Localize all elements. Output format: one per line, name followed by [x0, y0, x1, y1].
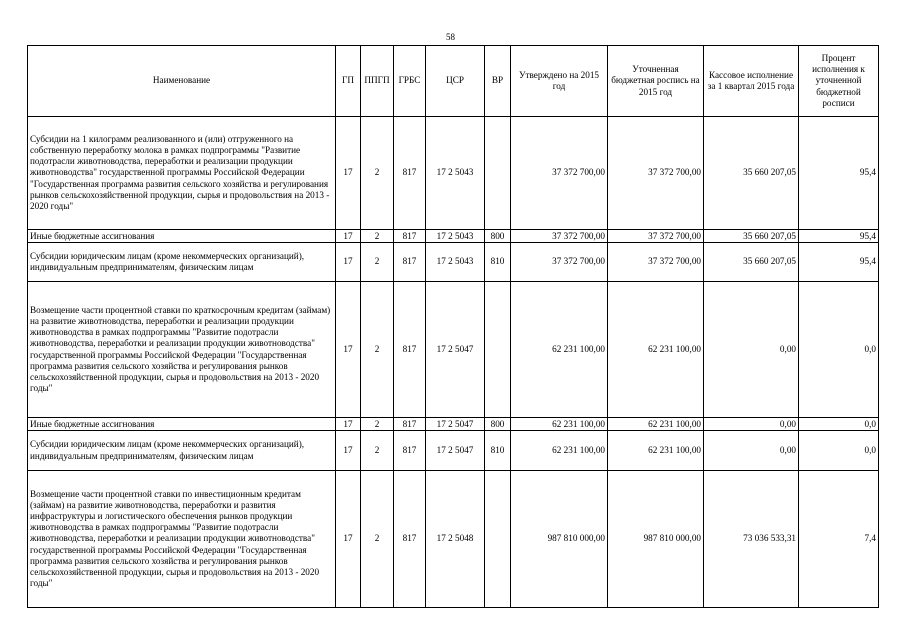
- row-name: Возмещение части процентной ставки по краткосрочным кредитам (займам) на развитие животноводства, переработки и реализации продукции животноводства в рамках подпрограммы "Развитие подотрасли животноводства, переработки и реализации продукции животноводства" государственной программы Российской Федерации "Государственная программа развития сельского хозяйства и регулирования рынков сельскохозяйственной продукции, сырья и продовольствия на 2013 - 2020 годы": [28, 282, 336, 418]
- row-vr: [485, 117, 511, 230]
- row-approved: 987 810 000,00: [511, 471, 608, 608]
- row-csr: 17 2 5047: [426, 418, 485, 431]
- row-cash: 35 660 207,05: [704, 230, 799, 243]
- row-grbs: 817: [394, 418, 426, 431]
- row-grbs: 817: [394, 471, 426, 608]
- row-percent: 0,0: [799, 418, 879, 431]
- header-csr: ЦСР: [426, 46, 485, 117]
- row-cash: 35 660 207,05: [704, 243, 799, 282]
- row-grbs: 817: [394, 117, 426, 230]
- table-row: [28, 418, 879, 431]
- row-vr: 810: [485, 243, 511, 282]
- row-percent: 0,0: [799, 282, 879, 418]
- row-refined: 62 231 100,00: [608, 282, 704, 418]
- row-ppgp: 2: [361, 471, 394, 608]
- row-ppgp: 2: [361, 230, 394, 243]
- row-cash: 0,00: [704, 431, 799, 471]
- row-percent: 7,4: [799, 471, 879, 608]
- header-gp: ГП: [336, 46, 361, 117]
- header-approved: Утверждено на 2015 год: [511, 46, 608, 117]
- header-ppgp: ППГП: [361, 46, 394, 117]
- row-csr: 17 2 5043: [426, 117, 485, 230]
- row-approved: 62 231 100,00: [511, 418, 608, 431]
- header-refined: Уточненная бюджетная роспись на 2015 год: [608, 46, 704, 117]
- row-ppgp: 2: [361, 431, 394, 471]
- row-grbs: 817: [394, 243, 426, 282]
- row-name: Субсидии юридическим лицам (кроме некоммерческих организаций), индивидуальным предпринимателям, физическим лицам: [28, 431, 336, 471]
- header-name: Наименование: [28, 46, 336, 117]
- row-approved: 37 372 700,00: [511, 230, 608, 243]
- table-row: [28, 471, 879, 608]
- row-ppgp: 2: [361, 418, 394, 431]
- header-cash: Кассовое исполнение за 1 квартал 2015 года: [704, 46, 799, 117]
- row-name: Субсидии юридическим лицам (кроме некоммерческих организаций), индивидуальным предпринимателям, физическим лицам: [28, 243, 336, 282]
- row-name: Иные бюджетные ассигнования: [28, 418, 336, 431]
- table-row: [28, 431, 879, 471]
- row-name: Субсидии на 1 килограмм реализованного и (или) отгруженного на собственную переработку молока в рамках подпрограммы "Развитие подотрасли животноводства, переработки и реализации продукции животноводства" государственной программы Российской Федерации "Государственная программа развития сельского хозяйства и регулирования рынков сельскохозяйственной продукции, сырья и продовольствия на 2013 - 2020 годы": [28, 117, 336, 230]
- row-csr: 17 2 5043: [426, 230, 485, 243]
- table-row: [28, 282, 879, 418]
- row-csr: 17 2 5048: [426, 471, 485, 608]
- row-refined: 62 231 100,00: [608, 418, 704, 431]
- row-grbs: 817: [394, 282, 426, 418]
- row-percent: 95,4: [799, 230, 879, 243]
- row-cash: 73 036 533,31: [704, 471, 799, 608]
- row-gp: 17: [336, 282, 361, 418]
- header-row: [28, 46, 879, 117]
- row-gp: 17: [336, 117, 361, 230]
- row-name: Возмещение части процентной ставки по инвестиционным кредитам (займам) на развитие животноводства, переработки и развития инфраструктуры и логистического обеспечения рынков продукции животноводства в рамках подпрограммы "Развитие подотрасли животноводства, переработки и реализации продукции животноводства" государственной программы Российской Федерации "Государственная программа развития сельского хозяйства и регулирования рынков сельскохозяйственной продукции, сырья и продовольствия на 2013 - 2020 годы": [28, 471, 336, 608]
- row-ppgp: 2: [361, 117, 394, 230]
- row-gp: 17: [336, 431, 361, 471]
- row-name: Иные бюджетные ассигнования: [28, 230, 336, 243]
- row-cash: 0,00: [704, 418, 799, 431]
- row-gp: 17: [336, 230, 361, 243]
- row-vr: [485, 471, 511, 608]
- row-vr: 810: [485, 431, 511, 471]
- row-refined: 37 372 700,00: [608, 117, 704, 230]
- page-number: 58: [446, 32, 455, 42]
- header-vr: ВР: [485, 46, 511, 117]
- row-refined: 37 372 700,00: [608, 243, 704, 282]
- row-csr: 17 2 5047: [426, 431, 485, 471]
- row-approved: 62 231 100,00: [511, 282, 608, 418]
- row-grbs: 817: [394, 230, 426, 243]
- row-gp: 17: [336, 471, 361, 608]
- table-row: [28, 117, 879, 230]
- row-gp: 17: [336, 418, 361, 431]
- row-approved: 37 372 700,00: [511, 243, 608, 282]
- row-approved: 37 372 700,00: [511, 117, 608, 230]
- row-refined: 62 231 100,00: [608, 431, 704, 471]
- row-cash: 35 660 207,05: [704, 117, 799, 230]
- budget-table: [27, 45, 879, 608]
- row-grbs: 817: [394, 431, 426, 471]
- row-approved: 62 231 100,00: [511, 431, 608, 471]
- row-gp: 17: [336, 243, 361, 282]
- row-percent: 0,0: [799, 431, 879, 471]
- row-vr: 800: [485, 230, 511, 243]
- row-refined: 987 810 000,00: [608, 471, 704, 608]
- row-ppgp: 2: [361, 243, 394, 282]
- row-csr: 17 2 5043: [426, 243, 485, 282]
- row-percent: 95,4: [799, 117, 879, 230]
- row-csr: 17 2 5047: [426, 282, 485, 418]
- row-refined: 37 372 700,00: [608, 230, 704, 243]
- row-percent: 95,4: [799, 243, 879, 282]
- row-cash: 0,00: [704, 282, 799, 418]
- header-percent: Процент исполнения к уточненной бюджетной росписи: [799, 46, 879, 117]
- table-row: [28, 230, 879, 243]
- table-row: [28, 243, 879, 282]
- row-vr: 800: [485, 418, 511, 431]
- row-vr: [485, 282, 511, 418]
- header-grbs: ГРБС: [394, 46, 426, 117]
- row-ppgp: 2: [361, 282, 394, 418]
